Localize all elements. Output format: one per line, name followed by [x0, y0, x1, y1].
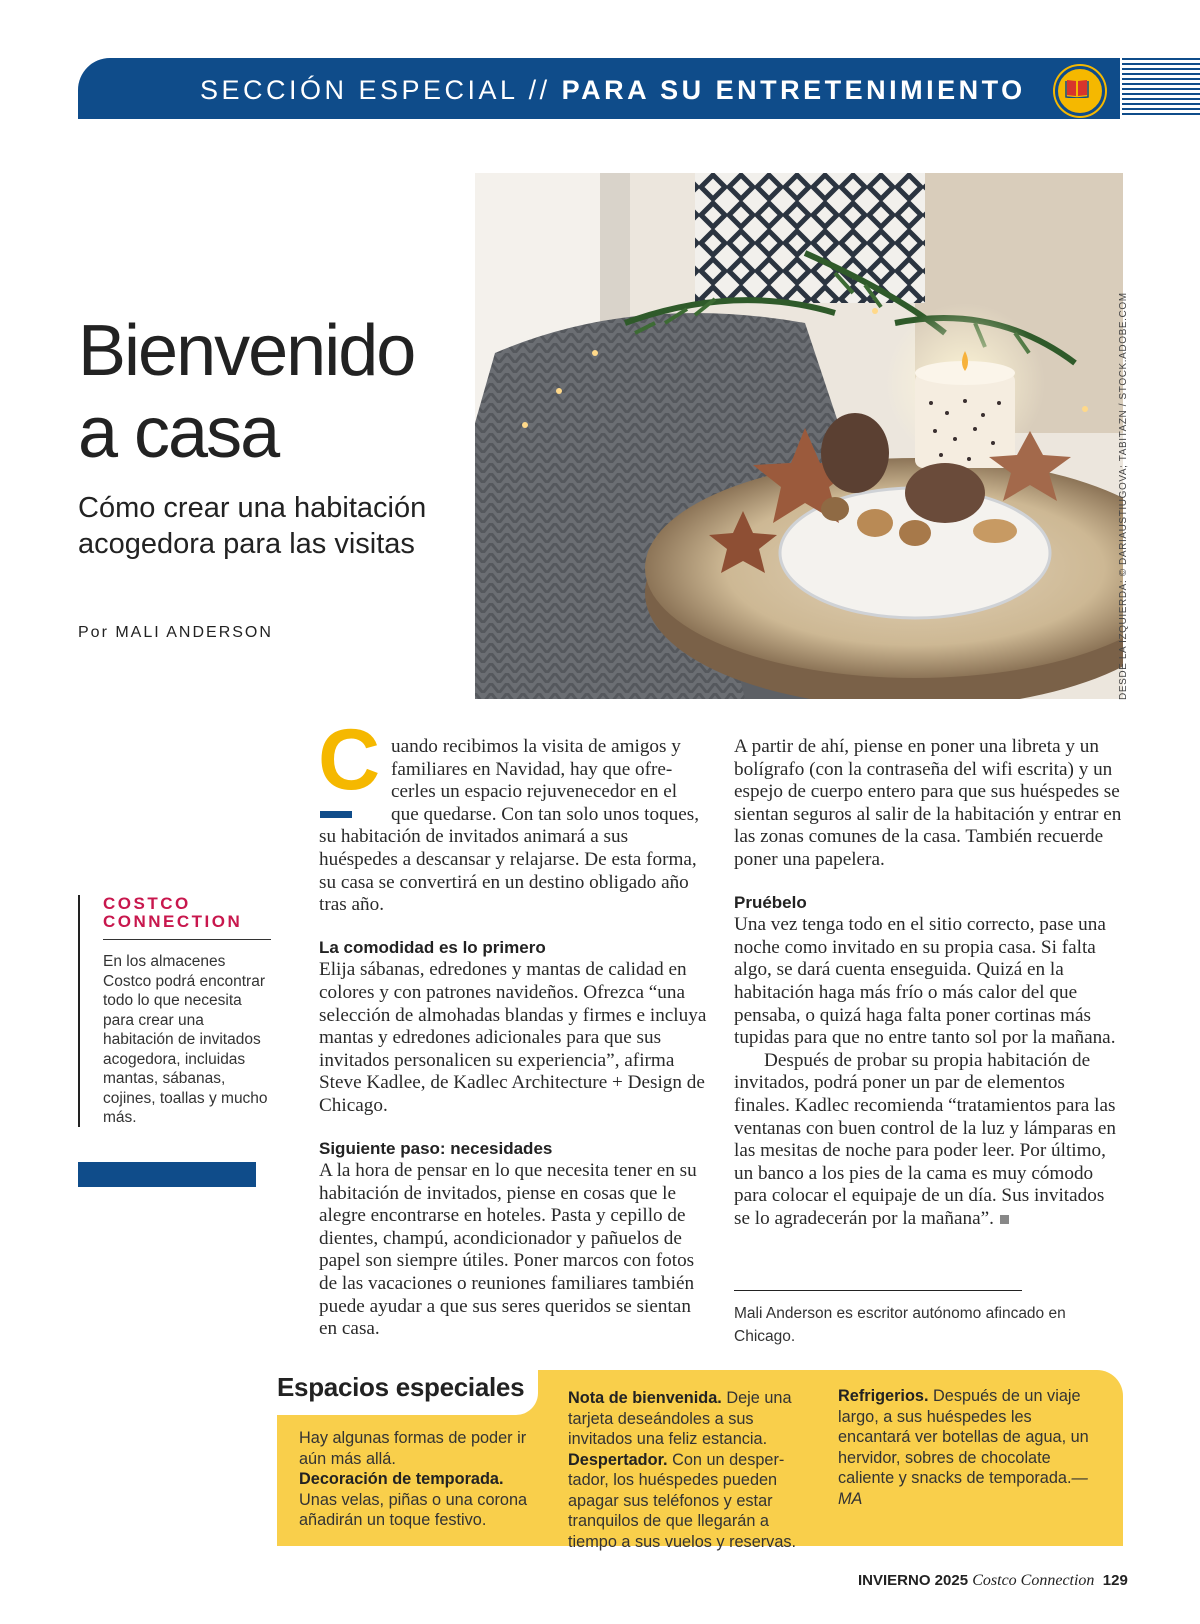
page-number: 129	[1102, 1572, 1128, 1589]
special-item-refrigerios-head: Refrigerios.	[838, 1387, 929, 1405]
special-column-3	[838, 1386, 1098, 1509]
special-intro: Hay algunas formas de poder ir aún más allá.	[299, 1429, 527, 1468]
sidebar-text: En los almacenes Costco podrá encontrar todo lo que necesita para crear una habitación de invitados acogedora, incluidas mantas, sábanas, cojines, toallas y mucho más.	[103, 953, 268, 1126]
article-column-1	[319, 736, 709, 1341]
intro-line-3: cerles un espacio rejuvenecedor en el	[391, 781, 678, 803]
subhead-comodidad: La comodidad es lo primero	[319, 937, 546, 957]
title-line-1: Bienvenido	[78, 311, 415, 391]
end-mark-icon	[1000, 1215, 1009, 1224]
article-column-2	[734, 736, 1124, 1230]
article-subtitle: Cómo crear una habitación acogedora para las visitas	[78, 492, 427, 560]
footer-magazine: Costco Connection	[972, 1572, 1095, 1589]
special-box-title: Espacios especiales	[277, 1372, 525, 1402]
sidebar-bar	[78, 1162, 256, 1187]
subhead-pruebelo: Pruébelo	[734, 892, 807, 912]
special-signoff: —MA	[838, 1469, 1088, 1508]
paragraph-comodidad: Elija sábanas, edredones y mantas de calidad en colores y con patrones navideños. Ofrezca “una selección de almohadas blandas y firmes e incluya mantas y edredones adicionales para que sus invitados personalicen su experiencia”, afirma Steve Kadlee, de Kadlec Architecture + Design de Chicago.	[319, 959, 707, 1116]
intro-paragraph	[319, 736, 709, 917]
paragraph-necesidades: A la hora de pensar en lo que necesita tener en su habitación de invitados, piense en cosas que le alegre encontrarse en hoteles. Pasta y cepillo de dientes, champú, acondicionador y pañuelos de papel son siempre útiles. Poner marcos con fotos de las vacaciones o reuniones familiares también puede ayudar a que sus seres queridos se sientan en casa.	[319, 1160, 697, 1340]
paragraph-final-text: Después de probar su propia habitación de invitados, podrá poner un par de elementos finales. Kadlec recomienda “tratamientos para las ventanas con buen control de la luz y lámparas en las mesitas de noche para poder leer. Por último, un banco a los pies de la cama es muy cómodo para colocar el equipaje de un día. Sus invitados se lo agradecerán por la mañana”.	[734, 1049, 1117, 1229]
special-item-nota-head: Nota de bienvenida.	[568, 1389, 722, 1407]
intro-line-1: uando recibimos la visita de amigos y	[391, 736, 681, 757]
paragraph-pruebelo: Una vez tenga todo en el sitio correcto, pase una noche como invitado en su propia casa. Si falta algo, se dará cuenta enseguida. Quizá en la habitación haga más frío o más calor del que pensaba, o quizá haga falta poner cortinas más tupidas para que no entre tanto sol por la mañana.	[734, 914, 1116, 1049]
book-icon	[1055, 66, 1105, 116]
intro-line-4: que quedarse.	[391, 803, 497, 825]
sidebar-rule	[78, 895, 80, 1127]
subhead-necesidades: Siguiente paso: necesidades	[319, 1138, 553, 1158]
footer-season: INVIERNO 2025	[858, 1572, 969, 1589]
header-stripes	[1122, 58, 1200, 119]
sidebar-divider	[103, 939, 271, 940]
byline: Por MALI ANDERSON	[78, 624, 273, 641]
section-title	[200, 72, 1026, 108]
drop-cap-letter: C	[318, 712, 381, 808]
special-item-decoracion-head: Decoración de temporada.	[299, 1470, 504, 1488]
special-item-refrigerios-text: Después de un viaje largo, a sus huéspedes les encantará ver botellas de agua, un hervidor, sobres de chocolate caliente y snacks de temporada.	[838, 1387, 1089, 1487]
intro-rest: Con tan solo unos toques, su habitación de invitados animará a sus huéspedes a descansar y relajarse. De esta forma, su casa se convertirá en un destino obligado año tras año.	[319, 803, 700, 916]
special-item-despertador-text: Con un despertador, los huéspedes pueden apagar sus teléfonos y estar tranquilos de que llegarán a tiempo a sus vuelos y reservas.	[568, 1450, 797, 1551]
sidebar-heading-line-1: COSTCO	[103, 894, 191, 913]
special-item-decoracion-text: Unas velas, piñas o una corona añadirán un toque festivo.	[299, 1490, 528, 1529]
title-line-2: a casa	[78, 393, 279, 473]
photo-credit	[1118, 292, 1138, 720]
photo-credit-text: DESDE LA IZQUIERDA: © DARIAUSTIUGOVA; TABITAZN / STOCK.ADOBE.COM	[1118, 292, 1129, 700]
author-bio: Mali Anderson es escritor autónomo afincado en Chicago.	[734, 1305, 1066, 1345]
page-footer	[858, 1572, 1128, 1590]
intro-line-2: familiares en Navidad, hay que ofre-	[391, 758, 673, 780]
sidebar-heading	[103, 895, 242, 931]
special-item-despertador-head: Despertador.	[568, 1450, 668, 1469]
hero-photo	[475, 173, 1123, 699]
bio-divider	[734, 1290, 1022, 1291]
sidebar-heading-line-2: CONNECTION	[103, 912, 243, 931]
article-title	[78, 310, 478, 474]
special-column-2	[568, 1388, 818, 1552]
paragraph-final	[734, 1050, 1124, 1231]
section-name: PARA SU ENTRETENIMIENTO	[561, 75, 1026, 105]
special-item-nota-text: Deje una tarjeta deseándoles a sus invitados una feliz estancia.	[568, 1389, 792, 1448]
section-label: SECCIÓN ESPECIAL //	[200, 75, 551, 105]
special-column-1	[299, 1428, 539, 1531]
paragraph-libreta: A partir de ahí, piense en poner una libreta y un bolígrafo (con la contraseña del wifi escrita) y un espejo de cuerpo entero para que sus huéspedes se sientan seguros al salir de la habitación y entrar en las zonas comunes de la casa. También recuerde poner una papelera.	[734, 736, 1122, 870]
